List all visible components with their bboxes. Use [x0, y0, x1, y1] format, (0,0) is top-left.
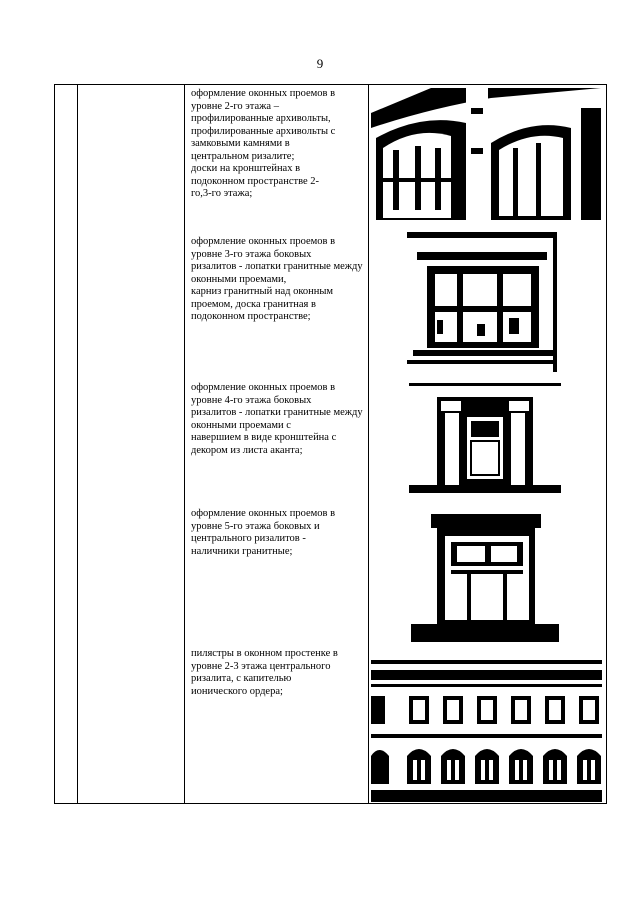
heritage-elements-table — [54, 84, 607, 804]
facade-arched-windows-2nd-floor-photo — [371, 88, 601, 220]
window-4th-floor-side-risalit-photo — [409, 383, 561, 493]
row-description: оформление оконных проемов в уровне 4-го этажа боковых ризалитов - лопатки гранитные между оконными проемами с навершием в виде кронштейна с декором из листа аканта; — [191, 382, 363, 456]
window-5th-floor-granite-casing-photo — [411, 508, 559, 642]
column-divider — [184, 85, 185, 803]
page-number: 9 — [316, 56, 324, 71]
facade-central-risalit-ionic-pilasters-photo — [371, 660, 602, 802]
column-divider — [77, 85, 78, 803]
row-description: оформление оконных проемов в уровне 3-го этажа боковых ризалитов - лопатки гранитные между оконными проемами, карниз гранитный над оконным проемом, доска гранитная в подоконном пространстве; — [191, 236, 363, 322]
row-description: оформление оконных проемов в уровне 2-го этажа – профилированные архивольты, профилированные архивольты с замковыми камнями в центральном ризалите; доски на кронштейнах в подоконном пространстве 2- го,3-го этажа; — [191, 88, 336, 199]
column-divider — [368, 85, 369, 803]
row-description: оформление оконных проемов в уровне 5-го этажа боковых и центрального ризалитов - наличники гранитные; — [191, 508, 336, 557]
window-3rd-floor-side-risalit-photo — [407, 232, 562, 372]
row-description: пилястры в оконном простенке в уровне 2-3 этажа центрального ризалита, с капителью ионического ордера; — [191, 648, 338, 697]
